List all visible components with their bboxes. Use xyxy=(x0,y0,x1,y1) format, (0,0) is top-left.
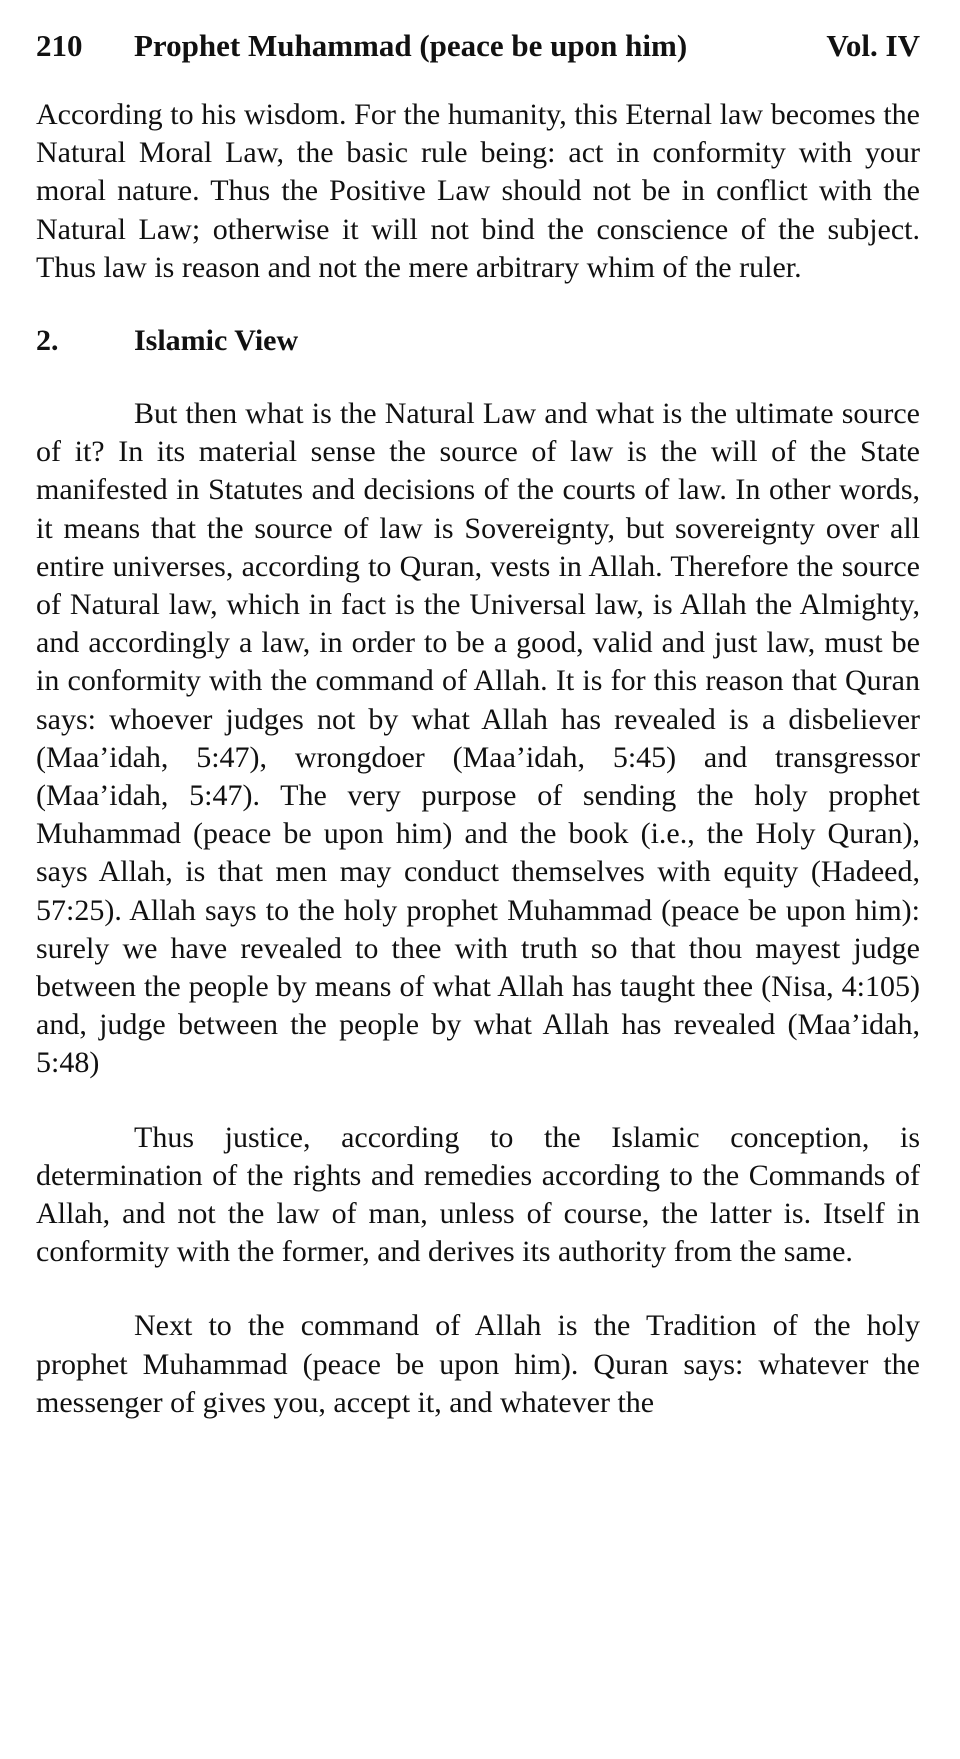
section-number: 2. xyxy=(36,324,59,358)
paragraph-islamic-justice: Thus justice, according to the Islamic conception, is determination of the rights and remedies according to the Commands of Allah, and not the law of man, unless of course, the latter is. Itself in conformity with the former, and derives its authority from the same. xyxy=(36,1120,920,1269)
running-header xyxy=(36,22,920,70)
section-title: Islamic View xyxy=(134,324,299,358)
volume-label: Vol. IV xyxy=(826,28,920,63)
paragraph-source-of-law: But then what is the Natural Law and what is the ultimate source of it? In its material sense the source of law is the will of the State manifested in Statutes and decisions of the courts of law. In other words, it means that the source of law is Sovereignty, but sovereignty over all entire universes, according to Quran, vests in Allah. Therefore the source of Natural law, which in fact is the Universal law, is Allah the Almighty, and accordingly a law, in order to be a good, valid and just law, must be in conformity with the command of Allah. It is for this reason that Quran says: whoever judges not by what Allah has revealed is a disbeliever (Maa’idah, 5:47), wrongdoer (Maa’idah, 5:45) and transgressor (Maa’idah, 5:47). The very purpose of sending the holy prophet Muhammad (peace be upon him) and the book (i.e., the Holy Quran), says Allah, is that men may conduct themselves with equity (Hadeed, 57:25). Allah says to the holy prophet Muhammad (peace be upon him): surely we have revealed to thee with truth so that thou mayest judge between the people by means of what Allah has taught thee (Nisa, 4:105) and, judge between the people by what Allah has revealed (Maa’idah, 5:48) xyxy=(36,397,920,1080)
section-heading xyxy=(36,322,920,360)
paragraph-natural-moral-law: According to his wisdom. For the humanity, this Eternal law becomes the Natural Moral Law, the basic rule being: act in conformity with your moral nature. Thus the Positive Law should not be in conflict with the Natural Law; otherwise it will not bind the conscience of the subject. Thus law is reason and not the mere arbitrary whim of the ruler. xyxy=(36,98,920,284)
header-left xyxy=(36,22,687,70)
document-page xyxy=(36,22,920,1422)
paragraph-tradition: Next to the command of Allah is the Tradition of the holy prophet Muhammad (peace be upon him). Quran says: whatever the messenger of gives you, accept it, and whatever the xyxy=(36,1309,920,1419)
page-number: 210 xyxy=(36,28,83,63)
book-title: Prophet Muhammad (peace be upon him) xyxy=(134,28,688,63)
